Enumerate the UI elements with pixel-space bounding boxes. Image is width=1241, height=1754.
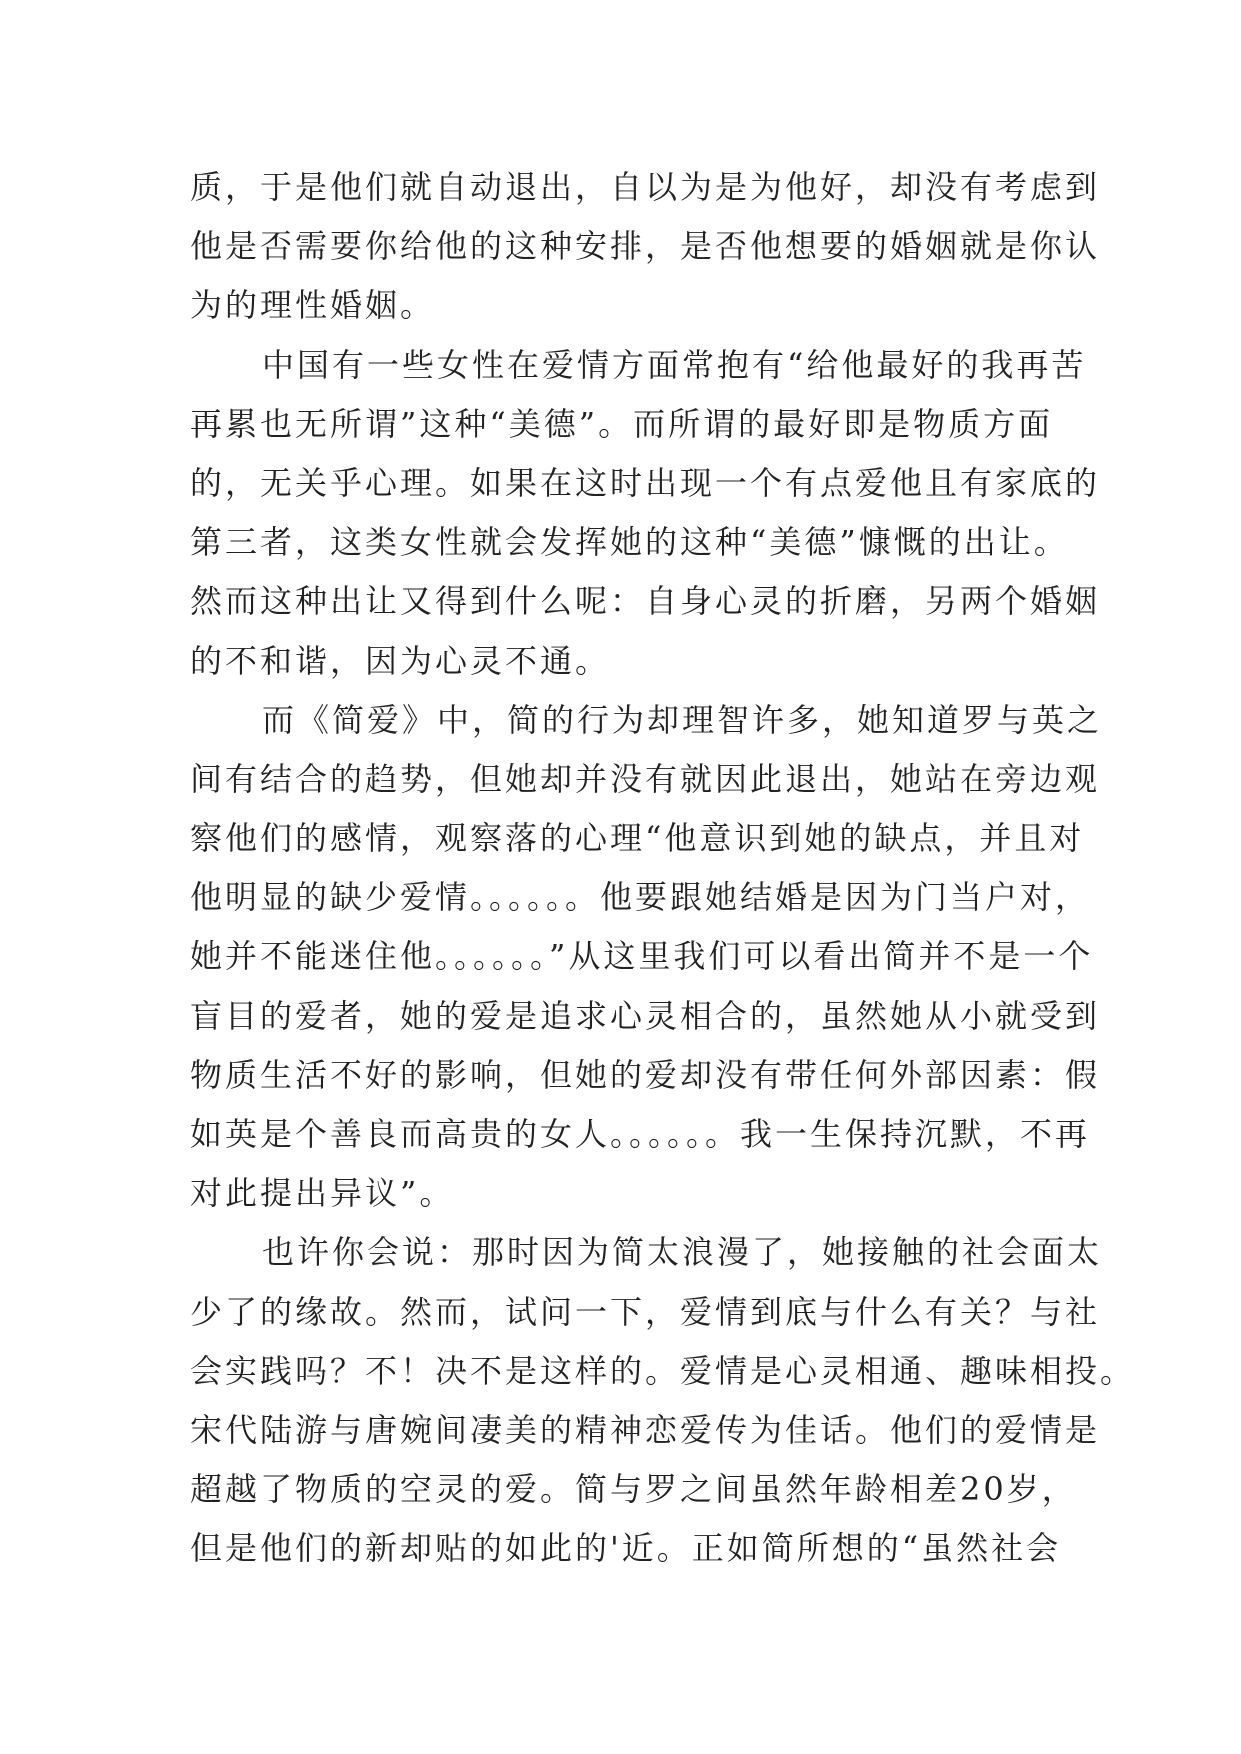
text-line: 察他们的感情，观察落的心理“他意识到她的缺点，并且对 (190, 819, 1085, 858)
paragraph-first-line: 而《简爱》中，简的行为却理智许多，她知道罗与英之 (262, 700, 1103, 739)
text-line: 再累也无所谓”这种“美德”。而所谓的最好即是物质方面 (190, 404, 1054, 443)
text-line: 间有结合的趋势，但她却并没有就因此退出，她站在旁边观 (190, 759, 1101, 798)
text-line: 然而这种出让又得到什么呢：自身心灵的折磨，另两个婚姻 (190, 582, 1101, 621)
paragraph-first-line: 中国有一些女性在爱情方面常抱有“给他最好的我再苦 (262, 345, 1087, 384)
text-line: 对此提出异议”。 (190, 1174, 455, 1213)
text-line: 的，无关乎心理。如果在这时出现一个有点爱他且有家底的 (190, 463, 1101, 502)
text-line: 为的理性婚姻。 (190, 286, 436, 325)
text-line: 质，于是他们就自动退出，自以为是为他好，却没有考虑到 (190, 168, 1101, 206)
text-line: 物质生活不好的影响，但她的爱却没有带任何外部因素：假 (190, 1055, 1101, 1094)
text-line: 少了的缘故。然而，试问一下，爱情到底与什么有关？与社 (190, 1292, 1101, 1331)
text-line: 会实践吗？不！决不是这样的。爱情是心灵相通、趣味相投。 (190, 1351, 1136, 1390)
text-line: 第三者，这类女性就会发挥她的这种“美德”慷慨的出让。 (190, 523, 1069, 562)
text-line: 如英是个善良而高贵的女人。。。。。。我一生保持沉默，不再 (190, 1115, 1091, 1153)
text-line: 他是否需要你给他的这种安排，是否他想要的婚姻就是你认 (190, 227, 1101, 266)
text-line: 的不和谐，因为心灵不通。 (190, 641, 611, 680)
text-line: 她并不能迷住他。。。。。。”从这里我们可以看出简并不是一个 (190, 937, 1094, 976)
text-line: 他明显的缺少爱情。。。。。。他要跟她结婚是因为门当户对， (190, 878, 1091, 917)
body-text (190, 158, 1136, 1579)
text-line: 超越了物质的空灵的爱。简与罗之间虽然年龄相差20岁， (190, 1470, 1077, 1509)
paragraph-first-line: 也许你会说：那时因为简太浪漫了，她接触的社会面太 (262, 1233, 1103, 1272)
text-line: 宋代陆游与唐婉间凄美的精神恋爱传为佳话。他们的爱情是 (190, 1410, 1101, 1449)
text-line: 盲目的爱者，她的爱是追求心灵相合的，虽然她从小就受到 (190, 996, 1101, 1035)
text-line: 但是他们的新却贴的如此的'近。正如简所想的“虽然社会 (190, 1529, 1062, 1568)
